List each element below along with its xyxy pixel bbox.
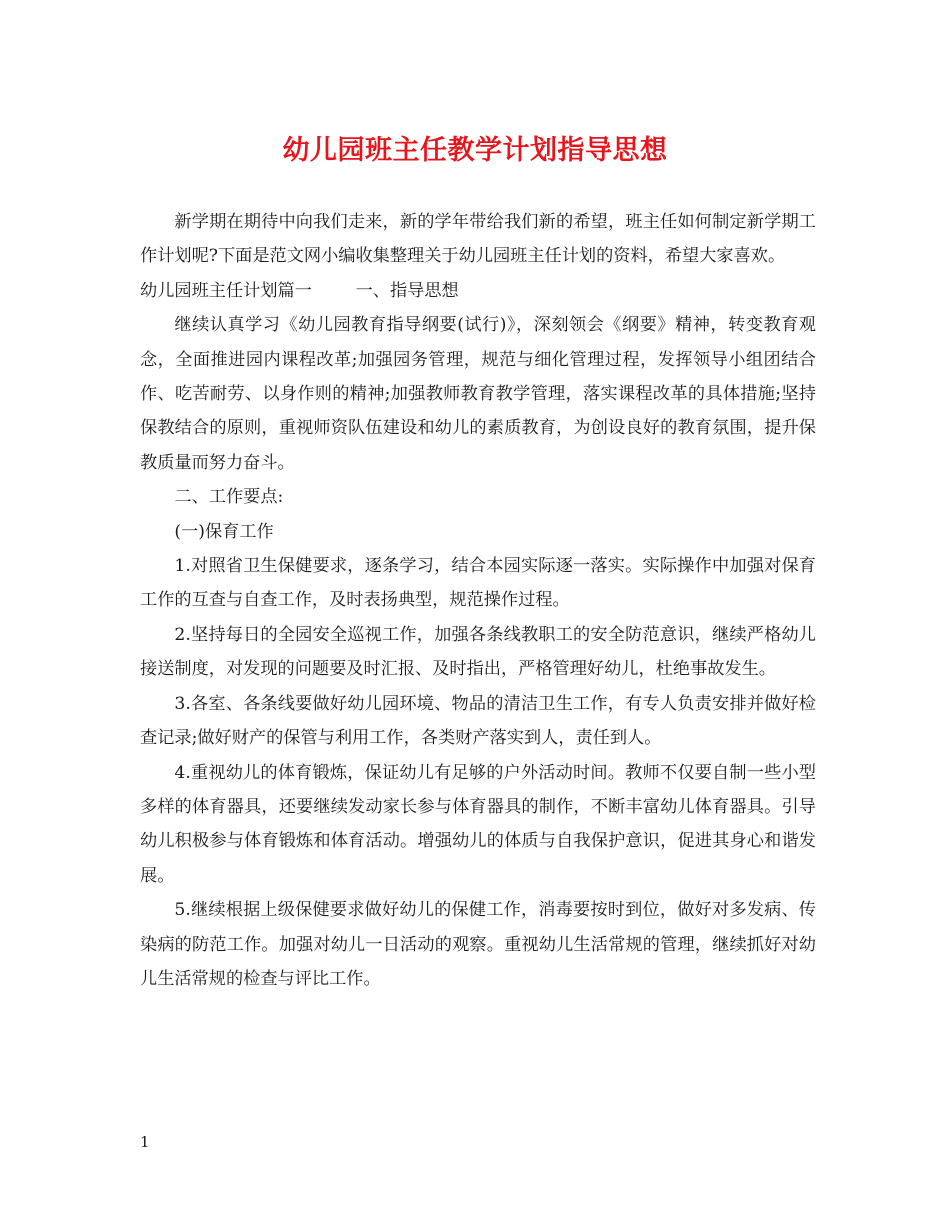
- guiding-paragraph: 继续认真学习《幼儿园教育指导纲要(试行)》，深刻领会《纲要》精神，转变教育观念，全面推进园内课程改革;加强园务管理，规范与细化管理过程，发挥领导小组团结合作、吃苦耐劳、以身作则的精神;加强教师教育教学管理，落实课程改革的具体措施;坚持保教结合的原则，重视师资队伍建设和幼儿的素质教育，为创设良好的教育氛围，提升保教质量而努力奋斗。: [140, 315, 816, 473]
- intro-paragraph: 新学期在期待中向我们走来，新的学年带给我们新的希望，班主任如何制定新学期工作计划呢?下面是范文网小编收集整理关于幼儿园班主任计划的资料，希望大家喜欢。: [140, 212, 816, 267]
- document-body: [140, 205, 816, 996]
- care-item-5: 5.继续根据上级保健要求做好幼儿的保健工作，消毒要按时到位，做好对多发病、传染病的防范工作。加强对幼儿一日活动的观察。重视幼儿生活常规的管理，继续抓好对幼儿生活常规的检查与评比工作。: [140, 900, 816, 989]
- section-heading-guiding: 一、指导思想: [355, 280, 459, 301]
- care-item-4: 4.重视幼儿的体育锻炼，保证幼儿有足够的户外活动时间。教师不仅要自制一些小型多样的体育器具，还要继续发动家长参与体育器具的制作，不断丰富幼儿体育器具。引导幼儿积极参与体育锻炼和体育活动。增强幼儿的体质与自我保护意识，促进其身心和谐发展。: [140, 762, 816, 886]
- care-item-2: 2.坚持每日的全园安全巡视工作，加强各条线教职工的安全防范意识，继续严格幼儿接送制度，对发现的问题要及时汇报、及时指出，严格管理好幼儿，杜绝事故发生。: [140, 624, 816, 680]
- section-heading-plan: 幼儿园班主任计划篇一: [140, 280, 312, 301]
- care-heading: (一)保育工作: [174, 521, 274, 542]
- document-title: 幼儿园班主任教学计划指导思想: [282, 135, 668, 166]
- work-points-heading: 二、工作要点:: [174, 487, 284, 508]
- section-heading-line: [140, 274, 816, 308]
- care-item-1: 1.对照省卫生保健要求，逐条学习，结合本园实际逐一落实。实际操作中加强对保育工作的互查与自查工作，及时表扬典型，规范操作过程。: [140, 556, 816, 611]
- care-item-3: 3.各室、各条线要做好幼儿园环境、物品的清洁卫生工作，有专人负责安排并做好检查记录;做好财产的保管与利用工作，各类财产落实到人，责任到人。: [140, 693, 816, 749]
- page-number: 1: [140, 1133, 150, 1151]
